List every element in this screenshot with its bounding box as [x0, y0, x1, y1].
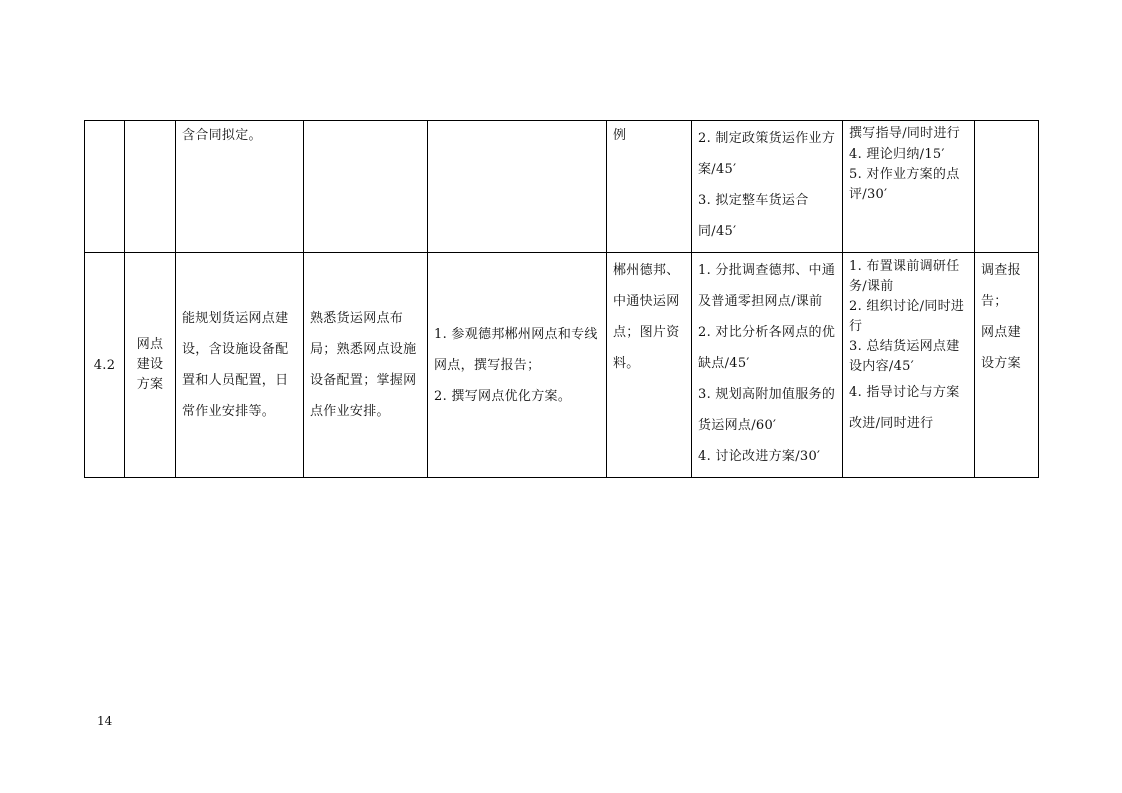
deliverable-line: 网点建设方案	[981, 325, 1021, 371]
cell-text: 含合同拟定。	[182, 128, 262, 143]
cell-student-activities	[692, 121, 843, 253]
cell-text	[975, 121, 1038, 131]
cell-ability-goal	[176, 121, 304, 253]
cell-name	[125, 121, 176, 253]
ability-goal-text: 能规划货运网点建设，含设施设备配置和人员配置，日常作业安排等。	[182, 311, 289, 419]
activity-line: 1. 分批调查德邦、中通及普通零担网点/课前	[698, 263, 836, 309]
activity-line: 5. 对作业方案的点评/30′	[849, 167, 960, 202]
activity-line: 1. 布置课前调研任务/课前	[849, 259, 960, 294]
cell-training-tasks	[428, 121, 607, 253]
cell-text: 例	[613, 128, 627, 143]
cell-deliverables	[975, 121, 1039, 253]
cell-text	[125, 121, 175, 131]
task-line: 2. 撰写网点优化方案。	[434, 388, 572, 404]
task-line: 1. 参观德邦郴州网点和专线网点，撰写报告；	[434, 326, 598, 373]
cell-knowledge-goal	[304, 121, 428, 253]
teaching-plan-table	[84, 120, 1039, 478]
page-number: 14	[97, 714, 113, 728]
activity-line: 3. 总结货运网点建设内容/45′	[849, 339, 960, 374]
deliverable-line: 调查报告；	[981, 263, 1021, 309]
activity-line: 2. 制定政策货运作业方案/45′	[698, 131, 836, 177]
cell-number	[85, 121, 125, 253]
cell-knowledge-goal	[304, 253, 428, 478]
activity-line: 4. 讨论改进方案/30′	[698, 449, 821, 464]
activity-line: 2. 组织讨论/同时进行	[849, 299, 965, 334]
table-row-4-2	[85, 253, 1039, 478]
cell-deliverables	[975, 253, 1039, 478]
section-name: 网点建设方案	[136, 337, 164, 392]
cell-name	[125, 253, 176, 478]
cell-text	[428, 121, 606, 131]
cell-teacher-activities	[843, 253, 975, 478]
cell-text	[304, 121, 427, 131]
activity-line: 2. 对比分析各网点的优缺点/45′	[698, 325, 836, 371]
cell-training-tasks	[428, 253, 607, 478]
activity-line: 3. 规划高附加值服务的货运网点/60′	[698, 387, 836, 433]
knowledge-goal-text: 熟悉货运网点布局；熟悉网点设施设备配置；掌握网点作业安排。	[310, 311, 417, 419]
activity-line: 4. 指导讨论与方案改进/同时进行	[849, 385, 960, 431]
section-number: 4.2	[93, 357, 116, 373]
activity-line: 3. 拟定整车货运合同/45′	[698, 193, 809, 239]
activity-line: 4. 理论归纳/15′	[849, 147, 945, 162]
cell-number	[85, 253, 125, 478]
cell-case-resources	[607, 121, 692, 253]
cell-teacher-activities	[843, 121, 975, 253]
cell-student-activities	[692, 253, 843, 478]
case-resources-text: 郴州德邦、中通快运网点；图片资料。	[613, 263, 680, 371]
cell-case-resources	[607, 253, 692, 478]
table-row-continuation	[85, 121, 1039, 253]
cell-text	[85, 121, 124, 131]
cell-ability-goal	[176, 253, 304, 478]
activity-line: 撰写指导/同时进行	[849, 126, 961, 141]
